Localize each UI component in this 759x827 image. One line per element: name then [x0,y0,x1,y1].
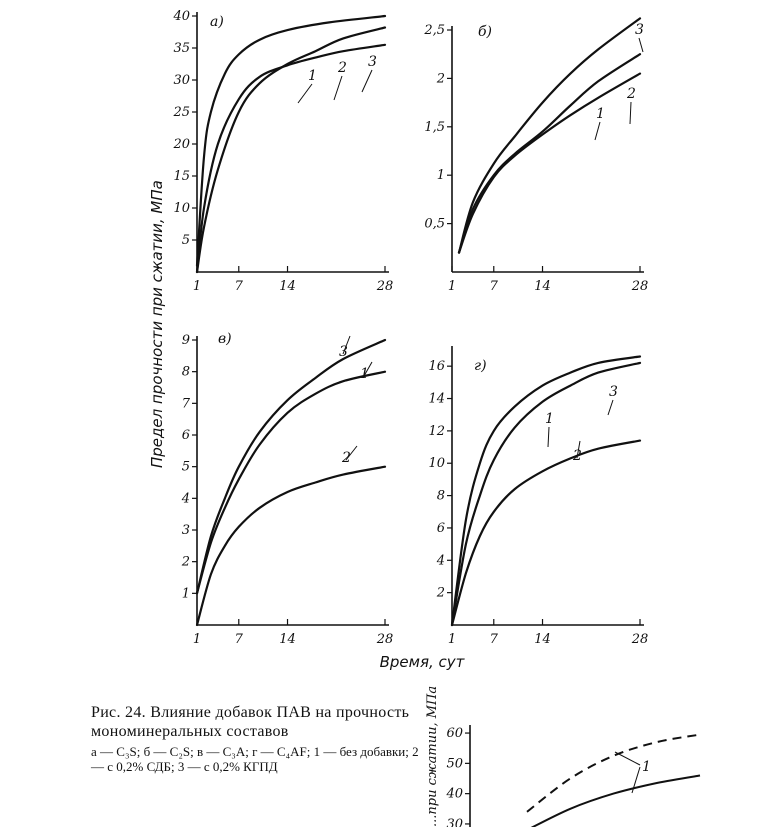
x-axis-title: Время, сут [379,653,465,671]
panel-1-series-1-label: 1 [308,68,317,84]
panel-2-series-3-leader [639,38,643,52]
panel-2-series-1-label: 1 [596,106,605,122]
panel-3-series-3-label: 3 [339,344,348,360]
panel-4-x-tick-label: 7 [489,632,498,647]
panel-3-y-tick-label: 3 [181,523,190,538]
panel-5-leader-a [615,752,640,765]
panel-2-y-tick-label: 1,5 [424,119,445,135]
panel-1-series-3-label: 3 [368,54,377,70]
panel-5-y-tick-label: 60 [446,726,463,742]
panel-3-x-tick-label: 1 [192,632,202,647]
panel-1-y-tick-label: 20 [173,137,190,152]
panel-2-y-tick-label: 2,5 [424,23,445,38]
panel-4-series-3-leader [608,400,613,415]
panel-2-x-tick-label: 1 [447,279,457,294]
panel-1-series-1-line [197,45,385,272]
panel-1-series-3-line [197,16,385,266]
panel-3-y-tick-label: 2 [181,554,190,570]
panel-3-y-tick-label: 5 [181,459,190,475]
panel-4-series-2-label: 2 [573,448,582,464]
panel-2-y-tick-label: 0,5 [424,216,445,232]
panel-2-series-2-line [459,54,640,252]
panel-1-series-2-label: 2 [338,60,347,76]
panel-4-series-1-leader [548,427,549,447]
panel-5-series-1-solid [527,776,700,827]
panel-3-y-tick-label: 4 [181,491,190,507]
panel-4-label: г) [474,358,487,374]
panel-4-y-tick-label: 14 [428,391,445,407]
panel-1-y-tick-label: 35 [173,41,190,56]
panel-3-y-tick-label: 8 [181,364,190,380]
panel-5-y-tick-label: 40 [446,786,463,802]
panel-2-series-1-leader [595,122,600,140]
panel-1-y-tick-label: 10 [173,201,190,216]
panel-4-series-2-line [452,441,640,625]
panel-3-series-2-line [197,467,385,625]
panel-1-x-tick-label: 1 [192,279,202,294]
panel-1-y-tick-label: 25 [173,105,190,120]
panel-4-x-tick-label: 14 [534,632,551,647]
panel-4-y-tick-label: 10 [428,456,445,472]
panel-2-series-3-label: 3 [635,22,644,38]
panel-2-series-1-line [459,74,640,253]
panel-1-x-tick-label: 28 [376,279,394,294]
panel-1-y-tick-label: 30 [173,73,190,88]
panel-5-y-tick-label: 50 [446,756,463,772]
panel-3-x-tick-label: 14 [279,632,296,647]
panel-2-x-tick-label: 14 [534,279,551,294]
panel-2-y-tick-label: 2 [436,71,445,87]
caption-title: Рис. 24. Влияние добавок ПАВ на прочность мономинеральных составов [91,704,410,741]
panel-5-y-axis-title: ...при сжатии, МПа [425,685,440,827]
panel-4-series-1-label: 1 [545,411,554,427]
panel-1-y-tick-label: 5 [181,233,190,248]
panel-5-leader-b [632,767,640,793]
panel-4-y-tick-label: 4 [436,553,445,569]
panel-5-y-tick-label: 30 [446,816,463,827]
panel-4-y-tick-label: 6 [436,520,445,536]
panel-3-series-1-label: 1 [360,366,369,382]
panel-3-label: в) [218,331,232,347]
panel-3-y-tick-label: 6 [181,428,190,443]
panel-2-series-2-leader [630,102,631,124]
panel-4-series-3-label: 3 [609,384,618,400]
panel-2-series-2-label: 2 [627,86,636,102]
panel-2-label: б) [478,24,493,40]
panel-2-x-tick-label: 7 [489,279,498,294]
y-axis-title: Предел прочности при сжатии, МПа [148,180,166,468]
panel-2-y-tick-label: 1 [436,168,445,184]
panel-3-series-2-label: 2 [342,450,351,466]
panel-2-series-3-line [459,18,640,252]
panel-3-x-tick-label: 28 [376,632,394,647]
panel-4-y-tick-label: 12 [428,423,445,439]
panel-4-y-tick-label: 16 [428,359,445,375]
panel-3-x-tick-label: 7 [234,632,243,647]
panel-1-x-tick-label: 7 [234,279,243,294]
panel-1-x-tick-label: 14 [279,279,296,294]
panel-5-series-1-dashed [527,735,700,812]
caption-legend: а — C₃S; б — C₂S; в — C₃A; г — C₄AF; 1 — без добавки; 2 — с 0,2% СДБ; 3 — с 0,2% КГПД [91,744,419,775]
panel-1-series-2-leader [334,76,342,100]
panel-5-series-label: 1 [642,759,651,775]
panel-3-y-tick-label: 7 [181,396,190,412]
panel-1-label: а) [210,14,224,30]
figure-caption [91,703,421,775]
panel-4-y-tick-label: 8 [436,488,445,504]
panel-3-y-tick-label: 1 [181,586,190,602]
panel-1-series-1-leader [298,84,312,103]
panel-2-x-tick-label: 28 [631,279,649,294]
panel-3-series-1-line [197,372,385,594]
panel-1-y-tick-label: 15 [173,169,190,184]
panel-1-y-tick-label: 40 [173,9,190,24]
panel-4-x-tick-label: 1 [447,632,457,647]
panel-4-x-tick-label: 28 [631,632,649,647]
panel-4-y-tick-label: 2 [436,585,445,601]
panel-3-y-tick-label: 9 [181,333,190,348]
panel-1-series-3-leader [362,70,372,92]
